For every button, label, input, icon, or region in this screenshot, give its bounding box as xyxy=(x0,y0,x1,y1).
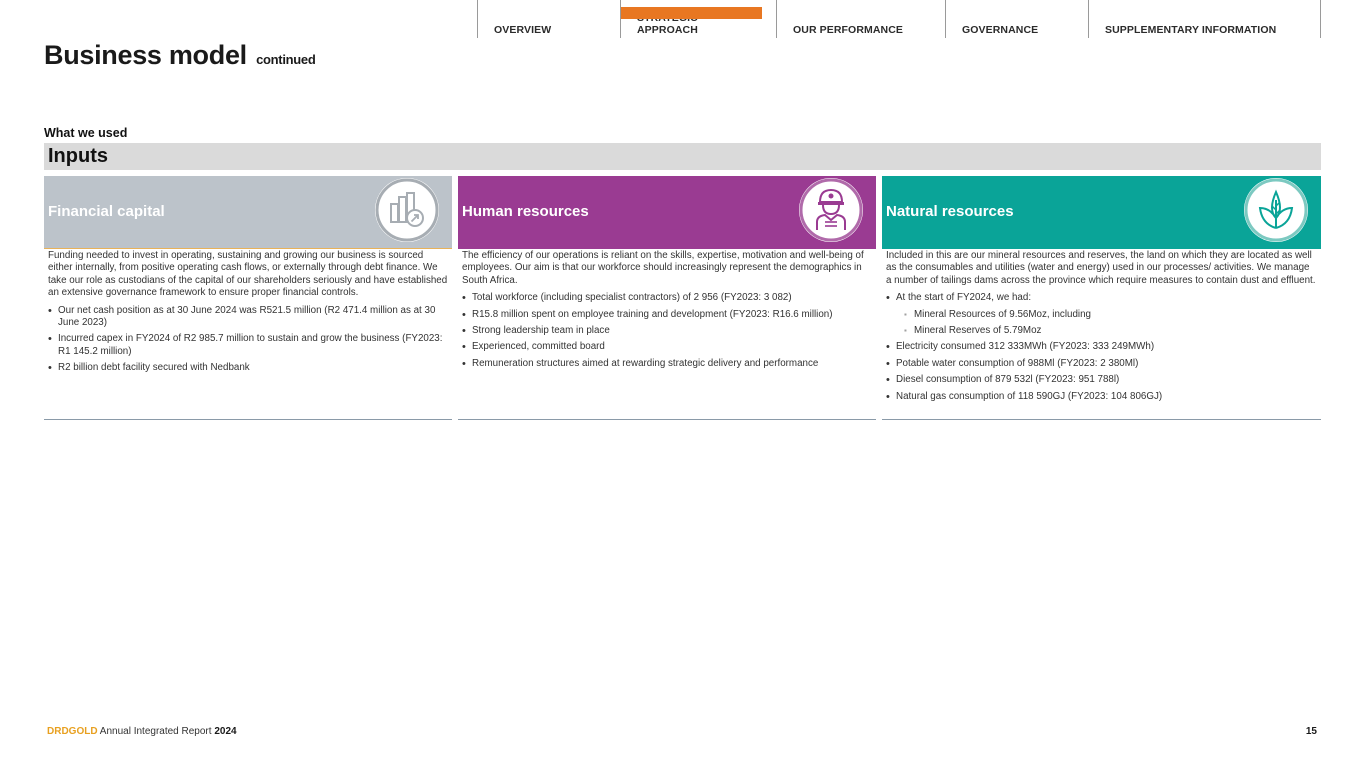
natural-resources-body xyxy=(882,249,1321,403)
list-item: • R15.8 million spent on employee training and development (FY2023: R16.6 million) xyxy=(462,309,872,321)
active-tab-indicator xyxy=(621,7,762,19)
human-resources-list xyxy=(462,292,872,370)
list-item: • Incurred capex in FY2024 of R2 985.7 million to sustain and grow the business (FY2023: R1 145.2 million) xyxy=(48,333,448,358)
tab-our-performance[interactable] xyxy=(776,0,945,38)
section-kicker: What we used xyxy=(44,126,128,140)
list-item: • Strong leadership team in place xyxy=(462,325,872,337)
list-item: • Our net cash position as at 30 June 2024 was R521.5 million (R2 471.4 million as at 30 June 2023) xyxy=(48,305,448,330)
tab-overview-label: OVERVIEW xyxy=(494,24,552,36)
page-title-suffix: continued xyxy=(256,52,316,67)
human-resources-column xyxy=(458,176,876,420)
list-item: • Remuneration structures aimed at rewarding strategic delivery and performance xyxy=(462,358,872,370)
sub-list-item: ▪ Mineral Reserves of 5.79Moz xyxy=(886,325,1317,337)
list-item: • Natural gas consumption of 118 590GJ (FY2023: 104 806GJ) xyxy=(886,391,1317,403)
page-title xyxy=(44,40,315,71)
leaf-icon xyxy=(1244,178,1308,242)
footer-brand: DRDGOLD xyxy=(47,726,98,737)
section-title: Inputs xyxy=(48,145,108,167)
footer-report-name: Annual Integrated Report xyxy=(99,726,212,737)
financial-capital-title: Financial capital xyxy=(48,203,165,220)
list-item: • Total workforce (including specialist contractors) of 2 956 (FY2023: 3 082) xyxy=(462,292,872,304)
list-item: • Electricity consumed 312 333MWh (FY2023: 333 249MWh) xyxy=(886,341,1317,353)
miner-worker-icon xyxy=(799,178,863,242)
financial-capital-body xyxy=(44,249,452,375)
financial-capital-column xyxy=(44,176,452,420)
tab-our-performance-label: OUR PERFORMANCE xyxy=(793,24,904,36)
list-item: • Potable water consumption of 988Ml (FY2023: 2 380Ml) xyxy=(886,358,1317,370)
tab-strategic-approach-label: APPROACH xyxy=(637,24,698,36)
page-title-text: Business model xyxy=(44,40,247,70)
bar-chart-growth-icon xyxy=(375,178,439,242)
list-item: • At the start of FY2024, we had: xyxy=(886,292,1317,304)
natural-resources-intro: Included in this are our mineral resources and reserves, the land on which they are located as well as the consumables and utilities (water and energy) used in our processes/ activities. We manage a number of tailings dams across the province which require measures to contain dust and effluent. xyxy=(886,250,1316,286)
human-resources-intro: The efficiency of our operations is reliant on the skills, expertise, motivation and well-being of employees. Our aim is that our workforce should increasingly represent the demographics in South Africa. xyxy=(462,250,864,286)
natural-resources-column xyxy=(882,176,1321,420)
tab-supplementary-information[interactable] xyxy=(1088,0,1321,38)
footer-report-title xyxy=(47,726,237,737)
financial-capital-list xyxy=(48,305,448,375)
financial-capital-intro: Funding needed to invest in operating, sustaining and growing our business is sourced either internally, from positive operating cash flows, or externally through debt finance. We take our role as custodians of the capital of our shareholders seriously and have established an extensive governance framework to ensure proper financial controls. xyxy=(48,250,448,299)
tab-supplementary-information-label: SUPPLEMENTARY INFORMATION xyxy=(1105,24,1277,36)
list-item: • R2 billion debt facility secured with Nedbank xyxy=(48,362,448,374)
list-item: • Diesel consumption of 879 532l (FY2023: 951 788l) xyxy=(886,374,1317,386)
financial-capital-header xyxy=(44,176,452,249)
section-band xyxy=(44,143,1321,170)
tab-overview[interactable] xyxy=(477,0,620,38)
human-resources-header xyxy=(458,176,876,249)
human-resources-body xyxy=(458,249,876,370)
page-number: 15 xyxy=(1305,726,1317,737)
tab-strategic-approach[interactable] xyxy=(620,0,776,38)
natural-resources-title: Natural resources xyxy=(886,203,1014,220)
footer-year: 2024 xyxy=(214,726,237,737)
top-navigation xyxy=(477,0,1321,38)
human-resources-title: Human resources xyxy=(462,203,589,220)
list-item: • Experienced, committed board xyxy=(462,341,872,353)
natural-resources-list xyxy=(886,292,1317,403)
natural-resources-header xyxy=(882,176,1321,249)
tab-governance[interactable] xyxy=(945,0,1088,38)
sub-list-item: ▪ Mineral Resources of 9.56Moz, including xyxy=(886,309,1317,321)
inputs-columns xyxy=(44,176,1321,420)
tab-governance-label: GOVERNANCE xyxy=(962,24,1039,36)
